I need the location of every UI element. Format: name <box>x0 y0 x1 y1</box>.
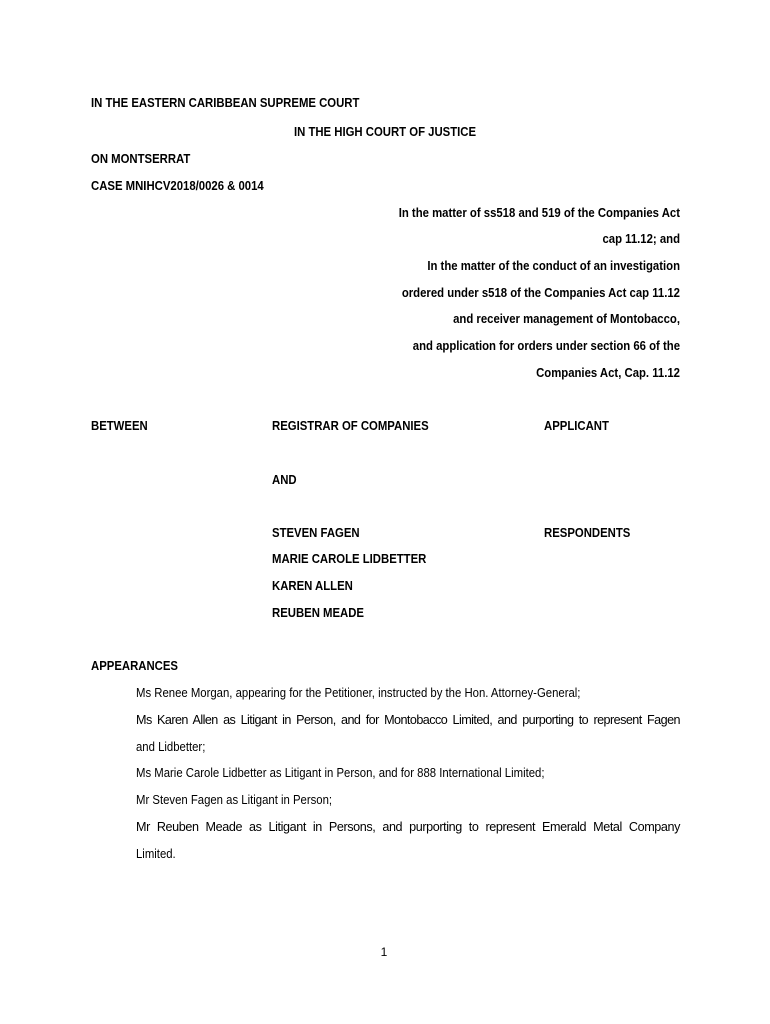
appearance-line: Ms Marie Carole Lidbetter as Litigant in Person, and for 888 International Limited; <box>136 765 545 780</box>
appearance-line: Mr Steven Fagen as Litigant in Person; <box>136 792 333 807</box>
matter-line: and receiver management of Montobacco, <box>453 311 680 326</box>
territory: ON MONTSERRAT <box>91 151 191 166</box>
matter-line: cap 11.12; and <box>602 231 680 246</box>
matter-line: In the matter of ss518 and 519 of the Companies Act <box>398 205 680 220</box>
page-number: 1 <box>380 945 388 959</box>
matter-line: ordered under s518 of the Companies Act cap 11.12 <box>401 285 680 300</box>
matter-line: and application for orders under section 66 of the <box>412 338 680 353</box>
court-division: IN THE HIGH COURT OF JUSTICE <box>293 124 477 139</box>
matter-line: In the matter of the conduct of an investigation <box>427 258 680 273</box>
and-label: AND <box>272 472 297 487</box>
appearance-line: Ms Renee Morgan, appearing for the Petitioner, instructed by the Hon. Attorney-General; <box>136 685 581 700</box>
respondent-name: STEVEN FAGEN <box>272 525 360 540</box>
respondents-role: RESPONDENTS <box>544 525 631 540</box>
matter-line: Companies Act, Cap. 11.12 <box>536 365 680 380</box>
case-number: CASE MNIHCV2018/0026 & 0014 <box>91 178 264 193</box>
applicant-role: APPLICANT <box>544 418 609 433</box>
court-name: IN THE EASTERN CARIBBEAN SUPREME COURT <box>91 95 360 110</box>
respondent-name: REUBEN MEADE <box>272 605 365 620</box>
respondent-name: KAREN ALLEN <box>272 578 353 593</box>
appearance-line: Ms Karen Allen as Litigant in Person, and for Montobacco Limited, and purporting to represent Fagen <box>136 713 680 727</box>
appearance-line: Limited. <box>136 846 176 861</box>
applicant-name: REGISTRAR OF COMPANIES <box>272 418 429 433</box>
appearance-line: and Lidbetter; <box>136 739 206 754</box>
between-label: BETWEEN <box>91 418 148 433</box>
appearances-heading: APPEARANCES <box>91 658 178 673</box>
respondent-name: MARIE CAROLE LIDBETTER <box>272 551 427 566</box>
appearance-line: Mr Reuben Meade as Litigant in Persons, and purporting to represent Emerald Metal Company <box>136 820 680 834</box>
